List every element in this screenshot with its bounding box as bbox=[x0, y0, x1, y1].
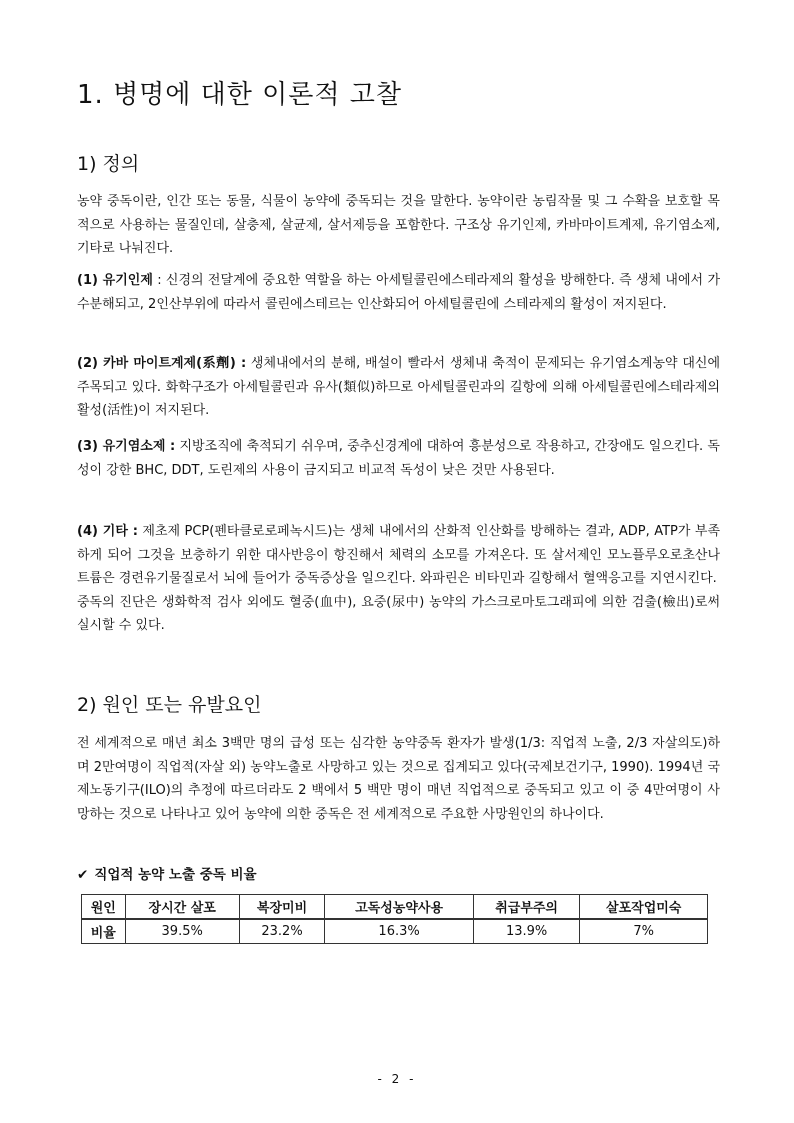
exposure-ratio-table bbox=[81, 894, 708, 944]
definition-paragraph: 농약 중독이란, 인간 또는 동물, 식물이 농약에 중독되는 것을 말한다. 농약이란 농림작물 및 그 수확을 보호할 목적으로 사용하는 물질인데, 살충제, 살균제, 살서제등을 포함한다. 구조상 유기인제, 카바마이트계제, 유기염소제, 기타로 나눠진다. bbox=[77, 194, 720, 256]
table-cell: 7% bbox=[580, 919, 708, 944]
table-caption-text: 직업적 농약 노출 중독 비율 bbox=[94, 867, 257, 883]
table-header-cell: 취급부주의 bbox=[473, 895, 580, 920]
item-text: : 신경의 전달계에 중요한 역할을 하는 아세틸콜린에스테라제의 활성을 방해한다. 즉 생체 내에서 가수분해되고, 2인산부위에 따라서 콜린에스테르는 인산화되어 아세틸콜린에 스테라제의 활성이 저지된다. bbox=[77, 273, 720, 312]
table-row-label: 비율 bbox=[82, 919, 126, 944]
page-number: - 2 - bbox=[377, 1072, 417, 1086]
item-text: 지방조직에 축적되기 쉬우며, 중추신경계에 대하여 흥분성으로 작용하고, 간장애도 일으킨다. 독성이 강한 BHC, DDT, 도린제의 사용이 금지되고 비교적 독성이 낮은 것만 사용된다. bbox=[77, 439, 720, 478]
page-title: 1. 병명에 대한 이론적 고찰 bbox=[77, 80, 403, 110]
table-header-cell: 고독성농약사용 bbox=[325, 895, 474, 920]
table-header-cell: 원인 bbox=[82, 895, 126, 920]
item-label: (3) 유기염소제 : bbox=[77, 439, 176, 454]
checkmark-icon: ✔ bbox=[77, 867, 89, 883]
table-cell: 39.5% bbox=[125, 919, 239, 944]
item-label: (1) 유기인제 bbox=[77, 273, 153, 288]
table-caption bbox=[77, 863, 257, 883]
table-cell: 16.3% bbox=[325, 919, 474, 944]
table-cell: 23.2% bbox=[239, 919, 325, 944]
table-header-cell: 장시간 살포 bbox=[125, 895, 239, 920]
section-heading-definition: 1) 정의 bbox=[77, 153, 140, 175]
item-text: 생체내에서의 분해, 배설이 빨라서 생체내 축적이 문제되는 유기염소계농약 대신에 주목되고 있다. 화학구조가 아세틸콜린과 유사(類似)하므로 아세틸콜린과의 길항에 의해 아세틸콜린에스테라제의 활성(活性)이 저지된다. bbox=[77, 356, 721, 418]
carbamate-paragraph bbox=[77, 352, 720, 423]
table-header-cell: 복장미비 bbox=[239, 895, 325, 920]
table-cell: 13.9% bbox=[473, 919, 580, 944]
item-text: 제초제 PCP(펜타클로로페녹시드)는 생체 내에서의 산화적 인산화를 방해하는 결과, ADP, ATP가 부족하게 되어 그것을 보충하기 위한 대사반응이 항진해서 체력의 소모를 가져온다. 또 살서제인 모노플루오로초산나트륨은 경련유기물질로서 뇌에 들어가 중독증상을 일으킨다. 와파린은 비타민과 길항해서 혈액응고를 지연시킨다. bbox=[77, 524, 720, 586]
other-paragraph bbox=[77, 520, 720, 638]
organochlorine-paragraph bbox=[77, 435, 720, 482]
section-heading-causes: 2) 원인 또는 유발요인 bbox=[77, 694, 262, 716]
table-header-row bbox=[82, 895, 708, 920]
diagnosis-text: 중독의 진단은 생화학적 검사 외에도 혈중(血中), 요중(尿中) 농약의 가스크로마토그래피에 의한 검출(檢出)로써 실시할 수 있다. bbox=[77, 594, 720, 633]
item-label: (2) 카바 마이트계제(系劑) : bbox=[77, 356, 247, 371]
organophosphate-paragraph bbox=[77, 269, 720, 316]
table-row bbox=[82, 919, 708, 944]
causes-paragraph: 전 세계적으로 매년 최소 3백만 명의 급성 또는 심각한 농약중독 환자가 발생(1/3: 직업적 노출, 2/3 자살의도)하며 2만여명이 직업적(자살 외) 농약노출로 사망하고 있는 것으로 집계되고 있다(국제보건기구, 1990). 1994년 국제노동기구(ILO)의 추정에 따르더라도 2 백에서 5 백만 명이 매년 직업적으로 중독되고 있고 이 중 4만여명이 사망하는 것으로 나타나고 있어 농약에 의한 중독은 전 세계적으로 주요한 사망원인의 하나이다. bbox=[77, 736, 720, 822]
table-header-cell: 살포작업미숙 bbox=[580, 895, 708, 920]
item-label: (4) 기타 : bbox=[77, 524, 138, 539]
